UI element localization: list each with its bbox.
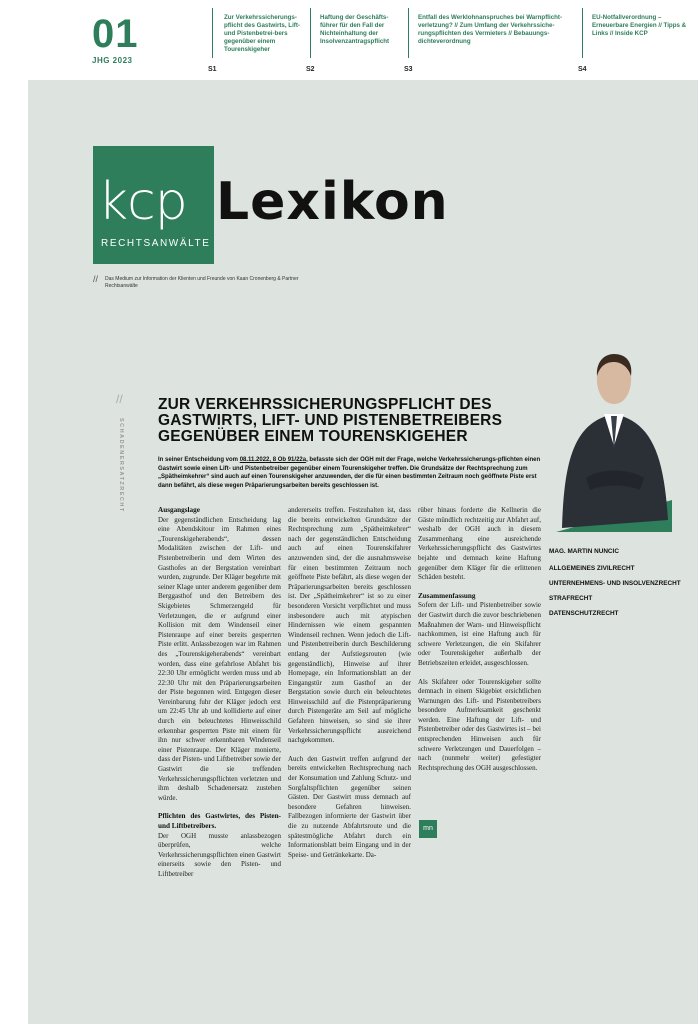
practice-area: STRAFRECHT — [549, 595, 593, 602]
article-column-2 — [288, 506, 411, 860]
toc-divider — [212, 8, 213, 58]
toc-item-2[interactable] — [306, 14, 402, 73]
toc-page: S4 — [578, 66, 587, 73]
lead-text: In seiner Entscheidung vom — [158, 457, 240, 463]
paragraph: andererseits treffen. Festzuhalten ist, dass die bereits entwickelten Grundsätze der Rechtsprechung zum „Spätheimkehrer“ nach der gegenständlichen Entscheidung auch auf einen Tourenskifahrer anzuwenden sind, der die ausnahmsweise für einen bestimmten Zeitraum noch geöffnete Piste befährt, als diese wegen der Präparierungsarbeiten bereits geschlossen ist. Der „Spätheimkehrer“ ist so zu einer besonderen Vorsicht verpflichtet und muss insbesondere auch mit atypischen Hindernissen wie einem gespannten Windenseil rechnen. Wenn jedoch die Lift- und Pistenbetreiberin durch Beschilderung entlang der Aufstiegsrouten (wie gegenständlich), Hinweise auf ihrer Homepage, ein Informationsblatt an der Eingangstür zum Gasthof an der Bergstation sowie durch ein beleuchtetes Hinweisschild auf die Pistenpräparierung durch Pistengeräte am Seil auf mögliche Gefahren hinweisen, so sind sie ihrer Verkehrssicherungspflicht ausreichend nachgekommen. — [288, 506, 411, 745]
issue-block — [92, 14, 139, 65]
practice-area: ALLGEMEINES ZIVILRECHT — [549, 565, 635, 572]
paragraph: Sofern der Lift- und Pistenbetreiber sowie der Gastwirt durch die zuvor beschriebenen Maßnahmen der Warn- und Hinweispflicht nachkommen, ist eine Haftung auch für schwere Verletzungen, die ein Skifahrer oder Tourenskigeher außerhalb der Betriebszeiten erleidet, ausgeschlossen. — [418, 601, 541, 667]
toc-item-3[interactable] — [404, 14, 578, 73]
author-name: MAG. MARTIN NUNCIC — [549, 548, 619, 555]
slash-mark: // — [93, 274, 99, 284]
toc-item-text: EU-Notfallverordnung – Erneuerbare Energien // Tipps & Links // Inside KCP — [592, 14, 687, 37]
issue-year: JHG 2023 — [92, 56, 133, 65]
toc-item-1[interactable] — [208, 14, 304, 73]
section-heading: Pflichten des Gastwirtes, des Pisten- und Liftbetreibers. — [158, 812, 281, 830]
paragraph: Als Skifahrer oder Tourenskigeher sollte demnach in einem Skigebiet ersichtlichen Warnungen des Lift- und Pistenbetreibers besondere Aufmerksamkeit geschenkt werden. Eine Haftung der Lift- und Pistenbetreiber oder des Gastwirtes ist – bei entsprechenden Hinweisen auch für schwere Verletzungen und Dauerfolgen – nach (nunmehr weiter) gefestigter Rechtsprechung des OGH ausgeschlossen. — [418, 677, 541, 772]
toc-item-text: Zur Verkehrssicherungs-pflicht des Gastwirts, Lift- und Pistenbetrei-bers gegenüber einem Tourenskigeher — [224, 14, 300, 53]
logo-kcp: kcp — [98, 172, 187, 232]
toc-page: S3 — [404, 66, 413, 73]
author-block — [549, 548, 681, 625]
toc-item-4[interactable] — [578, 14, 688, 73]
logo-lexikon: Lexikon — [216, 172, 449, 232]
toc-item-text: Entfall des Werklohnanspruches bei Warnpflicht-verletzung? // Zum Umfang der Verkehrssiche-rungspflichten des Vermieters // Bebauungs-dichteverordnung — [418, 14, 563, 45]
toc-divider — [582, 8, 583, 58]
paragraph: rüber hinaus forderte die Kellnerin die Gäste mündlich rechtzeitig zur Abfahrt auf, weshalb der OGH auch in diesem Zusammenhang eine ausreichende Verkehrssicherungspflicht des Gastwirtes bejahte und demnach keine Haftung gegenüber dem Kläger für die erlittenen Schäden besteht. — [418, 506, 541, 582]
practice-area: DATENSCHUTZRECHT — [549, 610, 619, 617]
toc-item-text: Haftung der Geschäfts-führer für den Fall der Nichteinhaltung der Insolvenzantragspflicht — [320, 14, 390, 45]
paragraph: Auch den Gastwirt treffen aufgrund der bereits entwickelten Rechtsprechung nach der Konsumation und Zahlung Schutz- und Sorgfaltspflichten gegenüber seinen Gästen. Der Gastwirt muss demnach auf besondere Gefahren hinweisen. Fallbezogen informierte der Gastwirt über die zu nutzende Abfahrtsroute und die spätestmögliche Abfahrt durch ein Informationsblatt beim Eingang und in der Speise- und Getränkekarte. Da- — [288, 754, 411, 859]
paragraph: Der gegenständlichen Entscheidung lag eine Abendskitour im Rahmen eines „Tourenskigeherabends“, dessen Modalitäten zwischen der Lift- und Pistenbetreiberin und dem Wirten des Gasthofes an der Bergstation vereinbart wurden, zugrunde. Der Kläger begehrte mit seiner Klage unter anderem gegenüber dem Berggasthof und den Betreibern des Skigebietes Schmerzengeld für Verletzungen, die er aufgrund einer Kollision mit dem Windenseil einer Pistenraupe auf einer bereits gesperrten Piste erlitt. Anlassbezogen war im Rahmen des „Tourenskigeherabends“ vereinbart worden, dass eine gefahrlose Abfahrt bis 22:30 Uhr ermöglicht werden muss und ab 22:30 Uhr mit den Präparierungsarbeiten der Piste begonnen wird. Entgegen dieser Vereinbarung fuhr der Kläger jedoch erst um 22:45 Uhr ab und kollidierte auf einer durch ein beleuchtetes Hinweisschild erkennbar gesperrten Piste mit einem für ihn nur schwer erkennbaren Windenseil einer Pistenraupe. Der Kläger monierte, dass der Pisten- und Liftbetreiber sowie der Gastwirt die sie treffenden Verkehrssicherungspflichten verletzten und ihm deshalb Schadenersatz zustehen würde. — [158, 515, 281, 802]
publication-note-text: Das Medium zur Information der Klienten und Freunde von Kaan Cronenberg & Partner Rechtsanwälte — [105, 276, 299, 289]
toc-divider — [310, 8, 311, 58]
toc-page: S2 — [306, 66, 315, 73]
logo-subtitle: RECHTSANWÄLTE — [101, 238, 211, 249]
practice-area: UNTERNEHMENS- UND INSOLVENZRECHT — [549, 580, 681, 587]
section-slash: // — [116, 392, 123, 406]
article-column-3 — [418, 506, 541, 773]
toc-page: S1 — [208, 66, 217, 73]
article-column-1 — [158, 506, 281, 880]
lead-text: , befasste sich der OGH mit der Frage, welche Verkehrssicherungs-pflichten einen Gastwirt sowie einen Lift- und Pistenbetreiber gegenüber einem Tourenskigeher treffen. Die Grundsätze der Rechtsprechung zum „Spätheimkehrer“ sind auch auf einen Tourenskigeher anzuwenden, der die für einen bestimmten Zeitraum noch geöffnete Piste erst dann befährt, als diese wegen Präparierungsarbeiten bereits geschlossen ist. — [158, 457, 541, 489]
section-label: SCHADENERSATZRECHT — [118, 418, 124, 513]
section-heading: Ausgangslage — [158, 506, 200, 514]
author-initials-badge: mn — [419, 820, 437, 838]
toc-divider — [408, 8, 409, 58]
author-photo — [556, 350, 672, 532]
issue-number: 01 — [92, 12, 139, 56]
article-headline: ZUR VERKEHRSSICHERUNGSPFLICHT DES GASTWIRTS, LIFT- UND PISTENBETREIBERS GEGENÜBER EINEM TOURENSKIGEHER — [158, 396, 503, 445]
section-heading: Zusammenfassung — [418, 591, 476, 600]
paragraph: Der OGH musste anlassbezogen überprüfen, welche Verkehrssicherungspflichten einen Gastwirt einerseits sowie den Pisten- und Liftbetreiber — [158, 831, 281, 878]
header-strip — [0, 0, 698, 80]
case-reference: 08.11.2022, 8 Ob 91/22a — [239, 457, 307, 463]
article-lead — [158, 456, 548, 490]
